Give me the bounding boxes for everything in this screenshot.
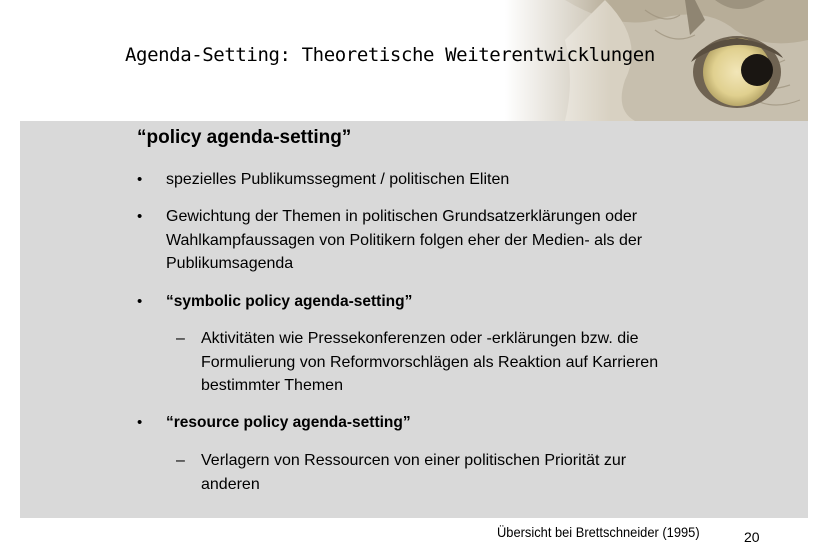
bullet-item-bold: “resource policy agenda-setting”: [166, 414, 411, 431]
bullet-item: spezielles Publikumssegment / politischen Eliten: [166, 171, 510, 188]
bullet-marker: •: [137, 171, 143, 188]
bullet-item: Gewichtung der Themen in politischen Grundsatzerklärungen oder Wahlkampfaussagen von Politikern folgen eher der Medien- als der Publikumsagenda: [166, 208, 643, 272]
bullet-marker: •: [137, 208, 143, 225]
sub-bullet-item: Aktivitäten wie Pressekonferenzen oder -erklärungen bzw. die Formulierung von Reformvorschlägen als Reaktion auf Karrieren bestimmter Themen: [201, 330, 659, 394]
section-heading: “policy agenda-setting”: [137, 127, 352, 148]
bullet-item-bold: “symbolic policy agenda-setting”: [166, 293, 413, 310]
bullet-marker: •: [137, 293, 143, 310]
bullet-marker: •: [137, 414, 143, 431]
sub-bullet-marker: –: [176, 452, 185, 469]
page-number: 20: [744, 529, 760, 545]
slide-title: Agenda-Setting: Theoretische Weiterentwicklungen: [125, 44, 655, 66]
source-citation: Übersicht bei Brettschneider (1995): [497, 524, 700, 540]
sub-bullet-item: Verlagern von Ressourcen von einer politischen Priorität zur anderen: [201, 452, 627, 493]
sub-bullet-marker: –: [176, 330, 185, 347]
